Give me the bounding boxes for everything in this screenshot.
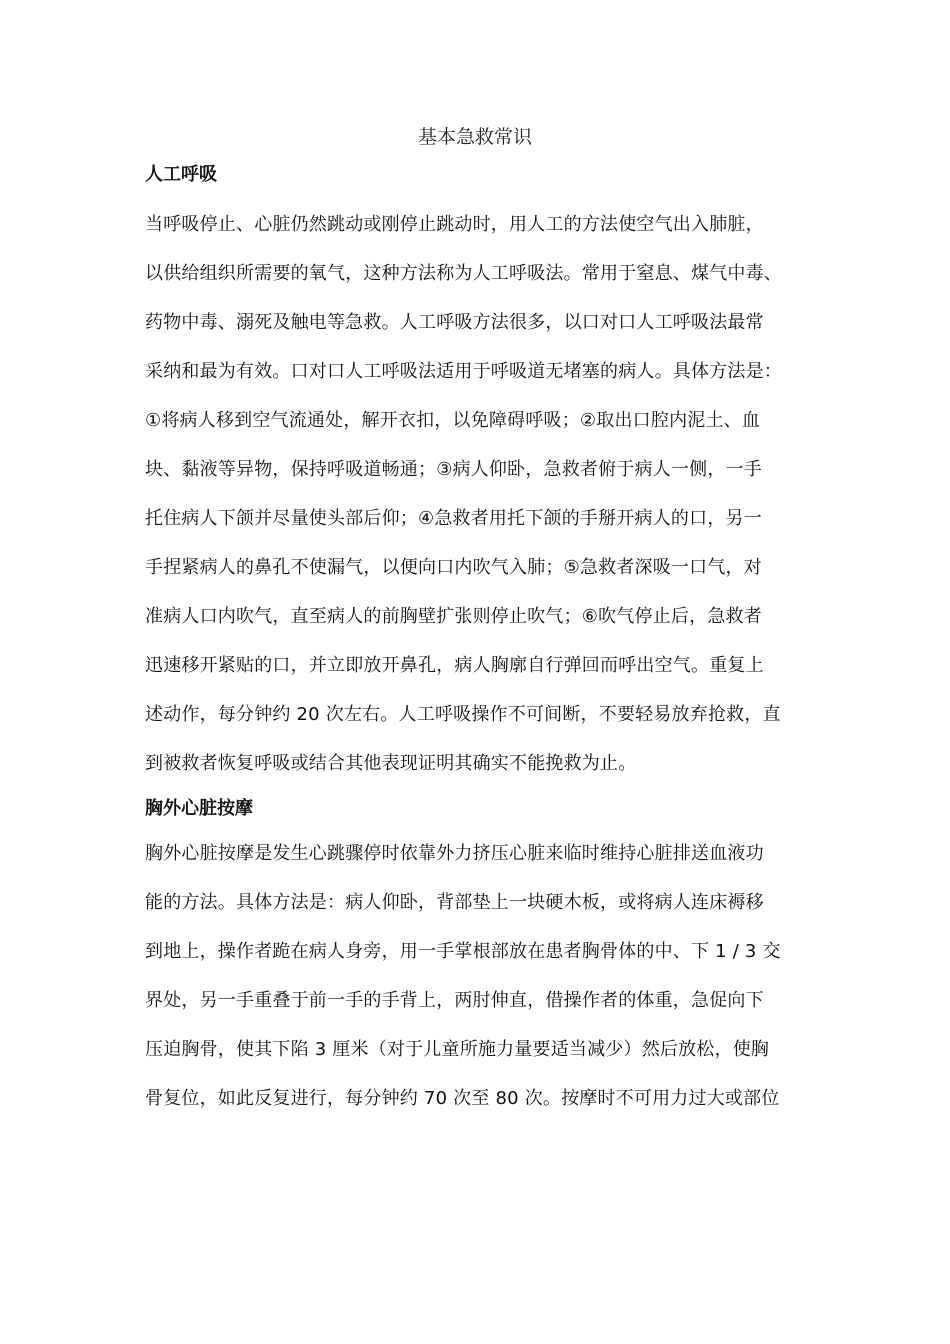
text-line: 到地上，操作者跪在病人身旁，用一手掌根部放在患者胸骨体的中、下 1 / 3 交 (145, 941, 781, 962)
text-line: 压迫胸骨，使其下陷 3 厘米（对于儿童所施力量要适当减少）然后放松，使胸 (145, 1039, 770, 1060)
document-title: 基本急救常识 (417, 126, 532, 148)
text-line: 以供给组织所需要的氧气，这种方法称为人工呼吸法。常用于窒息、煤气中毒、 (145, 263, 782, 284)
section-artificial-respiration (145, 160, 810, 788)
text-line: 准病人口内吹气，直至病人的前胸壁扩张则停止吹气；⑥吹气停止后，急救者 (145, 606, 762, 627)
text-line: 药物中毒、溺死及触电等急救。人工呼吸方法很多，以口对口人工呼吸法最常 (145, 312, 764, 333)
text-line: 采纳和最为有效。口对口人工呼吸法适用于呼吸道无堵塞的病人。具体方法是： (145, 361, 782, 382)
text-line: 托住病人下颌并尽量使头部后仰；④急救者用托下颌的手掰开病人的口，另一 (145, 508, 762, 529)
section-paragraph (145, 829, 810, 1123)
text-line: 胸外心脏按摩是发生心跳骤停时依靠外力挤压心脏来临时维持心脏排送血液功 (145, 843, 764, 864)
text-line: 迅速移开紧贴的口，并立即放开鼻孔，病人胸廓自行弹回而呼出空气。重复上 (145, 655, 764, 676)
text-line: 界处，另一手重叠于前一手的手背上，两肘伸直，借操作者的体重，急促向下 (145, 990, 764, 1011)
text-line: 手捏紧病人的鼻孔不使漏气，以便向口内吹气入肺；⑤急救者深吸一口气，对 (145, 557, 762, 578)
section-heading: 胸外心脏按摩 (145, 798, 253, 819)
text-line: 能的方法。具体方法是：病人仰卧，背部垫上一块硬木板，或将病人连床褥移 (145, 892, 764, 913)
text-line: 当呼吸停止、心脏仍然跳动或刚停止跳动时，用人工的方法使空气出入肺脏， (145, 214, 764, 235)
text-line: 块、黏液等异物，保持呼吸道畅通；③病人仰卧，急救者俯于病人一侧，一手 (145, 459, 762, 480)
document-body (145, 160, 810, 1123)
text-line: 到被救者恢复呼吸或结合其他表现证明其确实不能挽救为止。 (145, 753, 637, 774)
section-chest-compression (145, 789, 810, 1123)
section-paragraph (145, 200, 810, 788)
text-line: 述动作，每分钟约 20 次左右。人工呼吸操作不可间断，不要轻易放弃抢救，直 (145, 704, 781, 725)
section-heading: 人工呼吸 (145, 164, 217, 185)
text-line: 骨复位，如此反复进行，每分钟约 70 次至 80 次。按摩时不可用力过大或部位 (145, 1088, 780, 1109)
text-line: ①将病人移到空气流通处，解开衣扣，以免障碍呼吸；②取出口腔内泥土、血 (145, 410, 761, 431)
